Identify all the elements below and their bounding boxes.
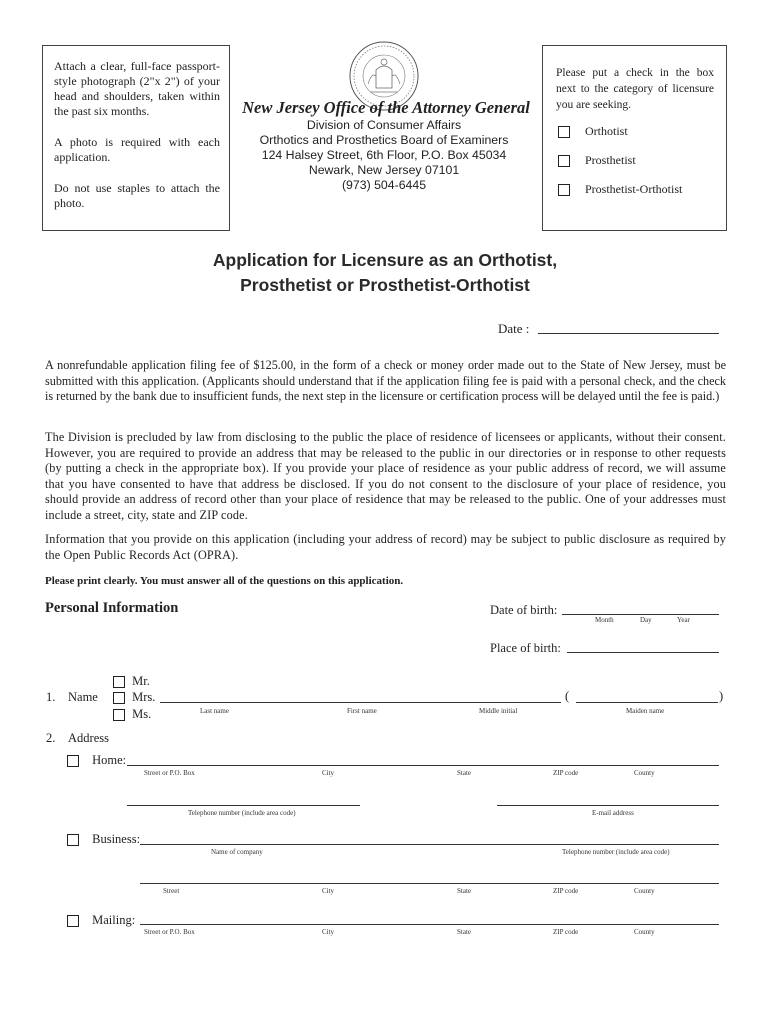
form-title [0,248,770,298]
business-city-sub: City [322,887,335,895]
salutation-mr[interactable] [113,674,150,689]
phone-number: (973) 504-6445 [341,178,427,192]
title-line-2: Prosthetist or Prosthetist-Orthotist [240,275,530,295]
first-name-sub: First name [347,707,377,715]
photo-line-1: Attach a clear, full-face passport- [54,59,220,73]
dob-label: Date of birth: [490,603,558,617]
fee-paragraph: A nonrefundable application filing fee of $125.00, in the form of a check or money order made out to the State of New Jersey, must be submitted with this application. (Applicants should understand that if the application filing fee is paid with a personal check, and the check is returned by the bank due to insufficient funds, the next step in the licensure or certification process will be delayed until the fee is paid.) [45,358,726,404]
home-county-sub: County [634,769,655,777]
middle-initial-sub: Middle initial [479,707,518,715]
street-address: 124 Halsey Street, 6th Floor, P.O. Box 45034 [261,148,507,162]
photo-staples-1: Do not use staples to attach the [54,181,220,195]
mailing-checkbox[interactable] [67,915,79,927]
mailing-address-option[interactable] [67,913,135,928]
city-address: Newark, New Jersey 07101 [308,163,460,177]
category-line-3: you are seeking. [556,99,632,111]
maiden-name-sub: Maiden name [626,707,665,715]
mailing-label: Mailing: [92,913,136,927]
home-zip-sub: ZIP code [553,769,579,777]
business-state-sub: State [457,887,471,895]
category-option-prosthetist[interactable] [558,153,636,168]
prosthetist-label: Prosthetist [585,153,636,167]
business-checkbox[interactable] [67,834,79,846]
division-name: Division of Consumer Affairs [306,118,462,132]
name-field[interactable] [160,702,561,703]
name-label: Name [68,690,98,704]
photo-line-2: style photograph (2"x 2") of your [54,74,220,88]
maiden-name-field[interactable] [576,702,718,703]
office-title: New Jersey Office of the Attorney General [242,98,530,117]
salutation-mrs[interactable] [113,690,155,705]
mr-label: Mr. [132,674,150,688]
photo-line-3: head and shoulders, taken within [54,89,220,103]
mailing-county-sub: County [634,928,655,936]
prosthetist-orthotist-checkbox[interactable] [558,184,570,196]
prosthetist-checkbox[interactable] [558,155,570,167]
home-state-sub: State [457,769,471,777]
category-line-2: next to the category of licensure [556,83,714,95]
category-line-1: Please put a check in the box [556,67,714,79]
business-label: Business: [92,832,141,846]
address-number: 2. [46,731,56,745]
category-option-prosthetist-orthotist[interactable] [558,182,682,197]
board-name: Orthotics and Prosthetics Board of Examiners [259,133,509,147]
photo-required-2: application. [54,150,111,164]
dob-field[interactable] [562,614,719,615]
home-email-field[interactable] [497,805,719,806]
dob-year-sub: Year [677,616,690,624]
date-field[interactable] [538,333,719,334]
dob-day-sub: Day [640,616,652,624]
last-name-sub: Last name [200,707,229,715]
business-address-option[interactable] [67,832,140,847]
dob-month-sub: Month [595,616,614,624]
home-address-field[interactable] [127,765,719,766]
mailing-address-field[interactable] [140,924,719,925]
ms-checkbox[interactable] [113,709,125,721]
title-line-1: Application for Licensure as an Orthotist, [212,250,558,270]
home-label: Home: [92,753,127,767]
business-company-field[interactable] [140,844,719,845]
print-instruction: Please print clearly. You must answer all of the questions on this application. [45,575,404,587]
photo-instructions [54,59,220,211]
home-checkbox[interactable] [67,755,79,767]
home-city-sub: City [322,769,335,777]
home-street-sub: Street or P.O. Box [144,769,195,777]
salutation-ms[interactable] [113,707,151,722]
category-instructions [556,65,714,113]
personal-info-heading: Personal Information [45,600,179,616]
pob-label: Place of birth: [490,641,561,655]
agency-info [232,118,536,193]
company-sub: Name of company [211,848,263,856]
opra-paragraph: Information that you provide on this application (including your address of record) may be subject to public disclosure as required by the Open Public Records Act (OPRA). [45,532,726,562]
privacy-paragraph: The Division is precluded by law from disclosing to the public the place of residence of licensees or applicants, without their consent. However, you are required to provide an address that may be released to the public in our directories or in response to other requests (by putting a check in the appropriate box). If you provide your place of residence as your public address of record, we will assume that you have consented to have that address be disclosed. If you do not consent to the disclosure of your place of residence, you should provide an address of record other than your place of residence that may be released to the public. One of your addresses must include a street, city, state and ZIP code. [45,430,726,522]
mailing-state-sub: State [457,928,471,936]
prosthetist-orthotist-label: Prosthetist-Orthotist [585,182,683,196]
business-street-sub: Street [163,887,180,895]
photo-required-1: A photo is required with each [54,135,220,149]
mrs-checkbox[interactable] [113,692,125,704]
business-zip-sub: ZIP code [553,887,579,895]
business-phone-sub: Telephone number (include area code) [562,848,670,856]
mrs-label: Mrs. [132,690,156,704]
address-label: Address [68,731,109,745]
business-street-field[interactable] [140,883,719,884]
mailing-city-sub: City [322,928,335,936]
home-phone-sub: Telephone number (include area code) [188,809,296,817]
photo-line-4: the past six months. [54,104,150,118]
photo-staples-2: photo. [54,196,85,210]
mr-checkbox[interactable] [113,676,125,688]
date-label: Date : [498,321,530,336]
home-address-option[interactable] [67,753,126,768]
ms-label: Ms. [132,707,152,721]
paren-close: ) [719,689,724,703]
mailing-street-sub: Street or P.O. Box [144,928,195,936]
home-email-sub: E-mail address [592,809,634,817]
orthotist-label: Orthotist [585,124,628,138]
business-county-sub: County [634,887,655,895]
home-phone-field[interactable] [127,805,360,806]
category-option-orthotist[interactable] [558,124,628,139]
orthotist-checkbox[interactable] [558,126,570,138]
mailing-zip-sub: ZIP code [553,928,579,936]
pob-field[interactable] [567,652,719,653]
paren-open: ( [565,689,570,703]
name-number: 1. [46,690,56,704]
